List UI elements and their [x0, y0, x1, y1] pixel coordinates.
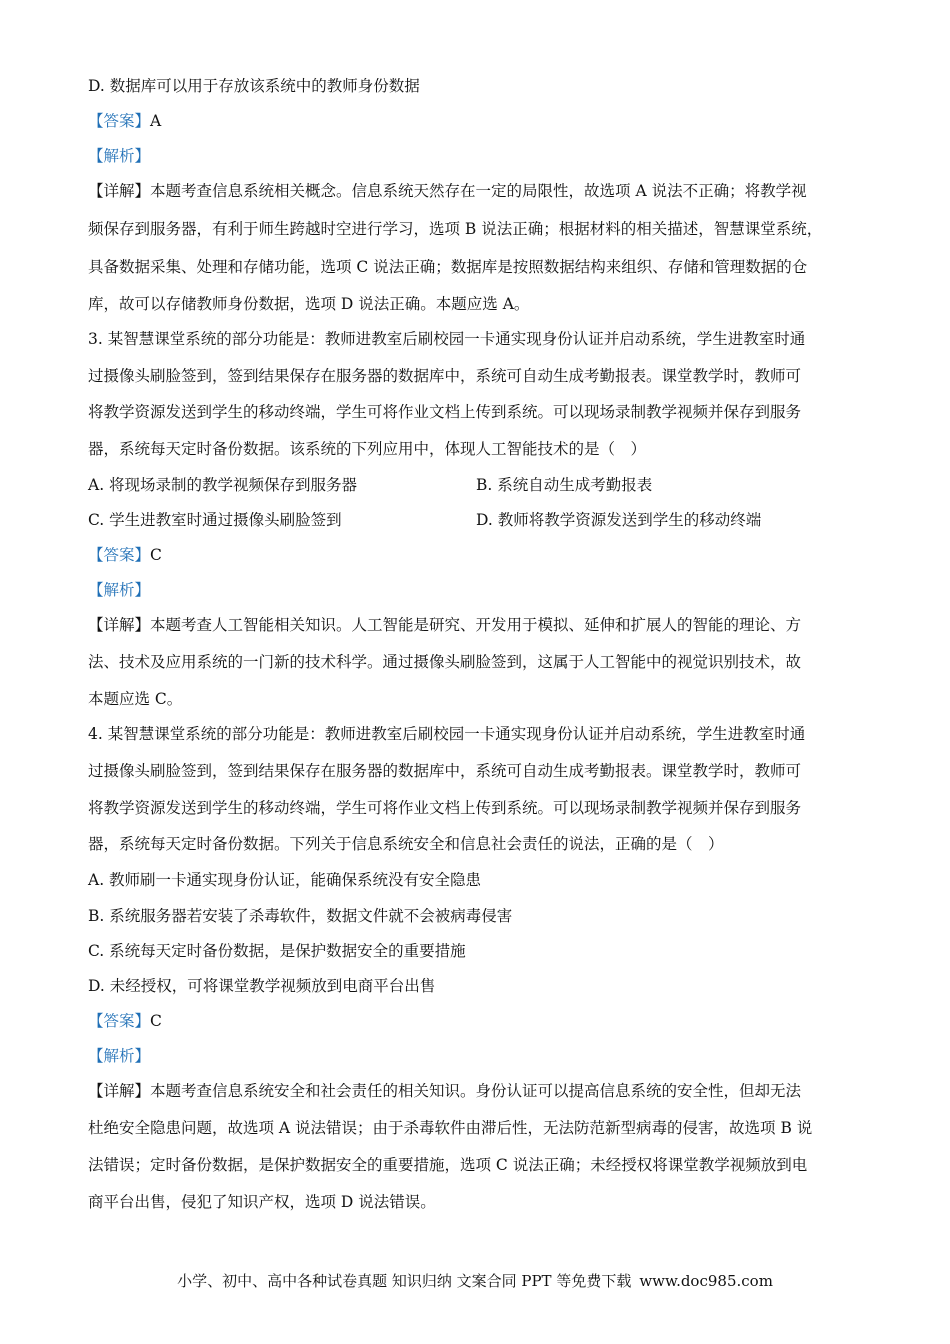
q3-option-b: B. 系统自动生成考勤报表	[476, 476, 653, 494]
q3-detail-line-2: 法、技术及应用系统的一门新的技术科学。通过摄像头刷脸签到，这属于人工智能中的视觉识别技术，故	[88, 653, 802, 671]
q2-answer	[88, 111, 161, 131]
q3-analysis-label	[88, 580, 150, 600]
q2-detail-line-1	[88, 181, 807, 201]
answer-value: A	[150, 112, 162, 130]
answer-label: 【答案】	[88, 1012, 151, 1030]
q2-detail-line-4: 库，故可以存储教师身份数据，选项 D 说法正确。本题应选 A。	[88, 295, 530, 313]
page-footer	[0, 1270, 950, 1291]
q2-analysis-label	[88, 146, 150, 166]
q4-option-a: A. 教师刷一卡通实现身份认证，能确保系统没有安全隐患	[88, 871, 482, 889]
q4-analysis-label	[88, 1046, 150, 1066]
detail-label: 【详解】	[88, 1082, 151, 1100]
detail-text: 本题考查人工智能相关知识。人工智能是研究、开发用于模拟、延伸和扩展人的智能的理论、方	[150, 616, 802, 634]
q2-detail-line-2: 频保存到服务器，有利于师生跨越时空进行学习，选项 B 说法正确；根据材料的相关描述，智慧课堂系统，	[88, 220, 823, 238]
detail-label: 【详解】	[88, 616, 151, 634]
q4-stem-line-1: 4. 某智慧课堂系统的部分功能是：教师进教室后刷校园一卡通实现身份认证并启动系统，学生进教室时通	[88, 725, 806, 743]
q4-detail-line-3: 法错误；定时备份数据，是保护数据安全的重要措施，选项 C 说法正确；未经授权将课堂教学视频放到电	[88, 1156, 808, 1174]
q4-stem-line-4: 器，系统每天定时备份数据。下列关于信息系统安全和信息社会责任的说法，正确的是（ ）	[88, 835, 724, 853]
answer-label: 【答案】	[88, 112, 151, 130]
q4-answer	[88, 1011, 162, 1031]
q3-stem-line-4: 器，系统每天定时备份数据。该系统的下列应用中，体现人工智能技术的是（ ）	[88, 440, 647, 458]
q4-stem-line-3: 将教学资源发送到学生的移动终端，学生可将作业文档上传到系统。可以现场录制教学视频并保存到服务	[88, 799, 802, 817]
q4-detail-line-4: 商平台出售，侵犯了知识产权，选项 D 说法错误。	[88, 1193, 436, 1211]
answer-value: C	[150, 546, 162, 564]
detail-text: 本题考查信息系统安全和社会责任的相关知识。身份认证可以提高信息系统的安全性，但却无法	[150, 1082, 802, 1100]
q3-option-c: C. 学生进教室时通过摄像头刷脸签到	[88, 511, 342, 529]
q3-option-d: D. 教师将教学资源发送到学生的移动终端	[476, 511, 762, 529]
detail-label: 【详解】	[88, 182, 151, 200]
q3-detail-line-1	[88, 615, 801, 635]
q2-detail-line-3: 具备数据采集、处理和存储功能，选项 C 说法正确；数据库是按照数据结构来组织、存储和管理数据的仓	[88, 258, 808, 276]
q4-stem-line-2: 过摄像头刷脸签到，签到结果保存在服务器的数据库中，系统可自动生成考勤报表。课堂教学时，教师可	[88, 762, 802, 780]
answer-value: C	[150, 1012, 162, 1030]
q4-option-c: C. 系统每天定时备份数据，是保护数据安全的重要措施	[88, 942, 466, 960]
q3-stem-line-3: 将教学资源发送到学生的移动终端，学生可将作业文档上传到系统。可以现场录制教学视频并保存到服务	[88, 403, 802, 421]
q3-detail-line-3: 本题应选 C。	[88, 690, 183, 708]
answer-label: 【答案】	[88, 546, 151, 564]
q3-stem-line-1: 3. 某智慧课堂系统的部分功能是：教师进教室后刷校园一卡通实现身份认证并启动系统，学生进教室时通	[88, 330, 806, 348]
q4-detail-line-1	[88, 1081, 801, 1101]
q4-detail-line-2: 杜绝安全隐患问题，故选项 A 说法错误；由于杀毒软件由滞后性，无法防范新型病毒的侵害，故选项 B 说	[88, 1119, 813, 1137]
detail-text: 本题考查信息系统相关概念。信息系统天然存在一定的局限性，故选项 A 说法不正确；将教学视	[150, 182, 807, 200]
footer-text: 小学、初中、高中各种试卷真题 知识归纳 文案合同 PPT 等免费下载	[177, 1272, 632, 1290]
q2-option-d: D. 数据库可以用于存放该系统中的教师身份数据	[88, 77, 420, 95]
q3-option-a: A. 将现场录制的教学视频保存到服务器	[88, 476, 358, 494]
q3-answer	[88, 545, 162, 565]
q3-stem-line-2: 过摄像头刷脸签到，签到结果保存在服务器的数据库中，系统可自动生成考勤报表。课堂教学时，教师可	[88, 367, 802, 385]
footer-url[interactable]: www.doc985.com	[639, 1272, 773, 1290]
analysis-label: 【解析】	[88, 1047, 151, 1065]
analysis-label: 【解析】	[88, 581, 151, 599]
analysis-label: 【解析】	[88, 147, 151, 165]
q4-option-d: D. 未经授权，可将课堂教学视频放到电商平台出售	[88, 977, 436, 995]
q4-option-b: B. 系统服务器若安装了杀毒软件，数据文件就不会被病毒侵害	[88, 907, 513, 925]
